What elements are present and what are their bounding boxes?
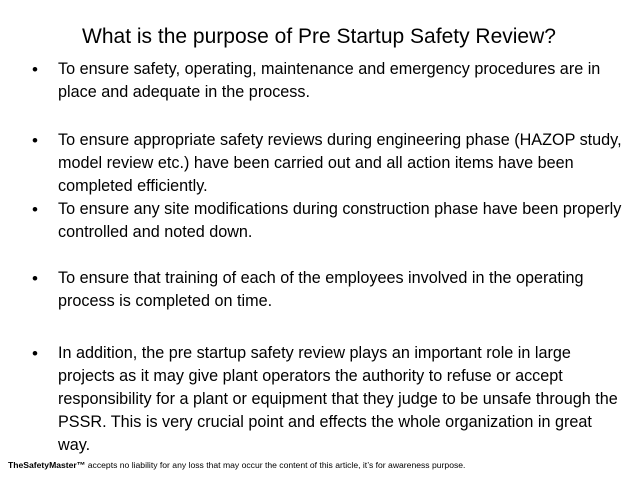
bullet-icon: • [32, 269, 38, 288]
slide-title: What is the purpose of Pre Startup Safety Review? [82, 25, 556, 48]
bullet-text: To ensure safety, operating, maintenance and emergency procedures are in place and adequate in the process. [58, 60, 601, 101]
bullet-icon: • [32, 344, 38, 363]
bullet-icon: • [32, 131, 38, 150]
bullet-text: In addition, the pre startup safety review plays an important role in large projects as it may give plant operators the authority to refuse or accept responsibility for a plant or equipment that they judge to be unsafe through the PSSR. This is very crucial point and effects the whole organization in great way. [58, 344, 618, 454]
footer-disclaimer [8, 459, 633, 471]
bullet-text: To ensure that training of each of the employees involved in the operating process is completed on time. [58, 269, 584, 310]
bullet-icon: • [32, 60, 38, 79]
footer-disclaimer-text: accepts no liability for any loss that may occur the content of this article, it’s for awareness purpose. [85, 460, 466, 470]
bullet-text: To ensure appropriate safety reviews during engineering phase (HAZOP study, model review etc.) have been carried out and all action items have been completed efficiently. [58, 131, 622, 195]
footer-brand: TheSafetyMaster™ [8, 460, 86, 470]
bullet-text: To ensure any site modifications during construction phase have been properly controlled and noted down. [58, 200, 622, 241]
bullet-icon: • [32, 200, 38, 219]
